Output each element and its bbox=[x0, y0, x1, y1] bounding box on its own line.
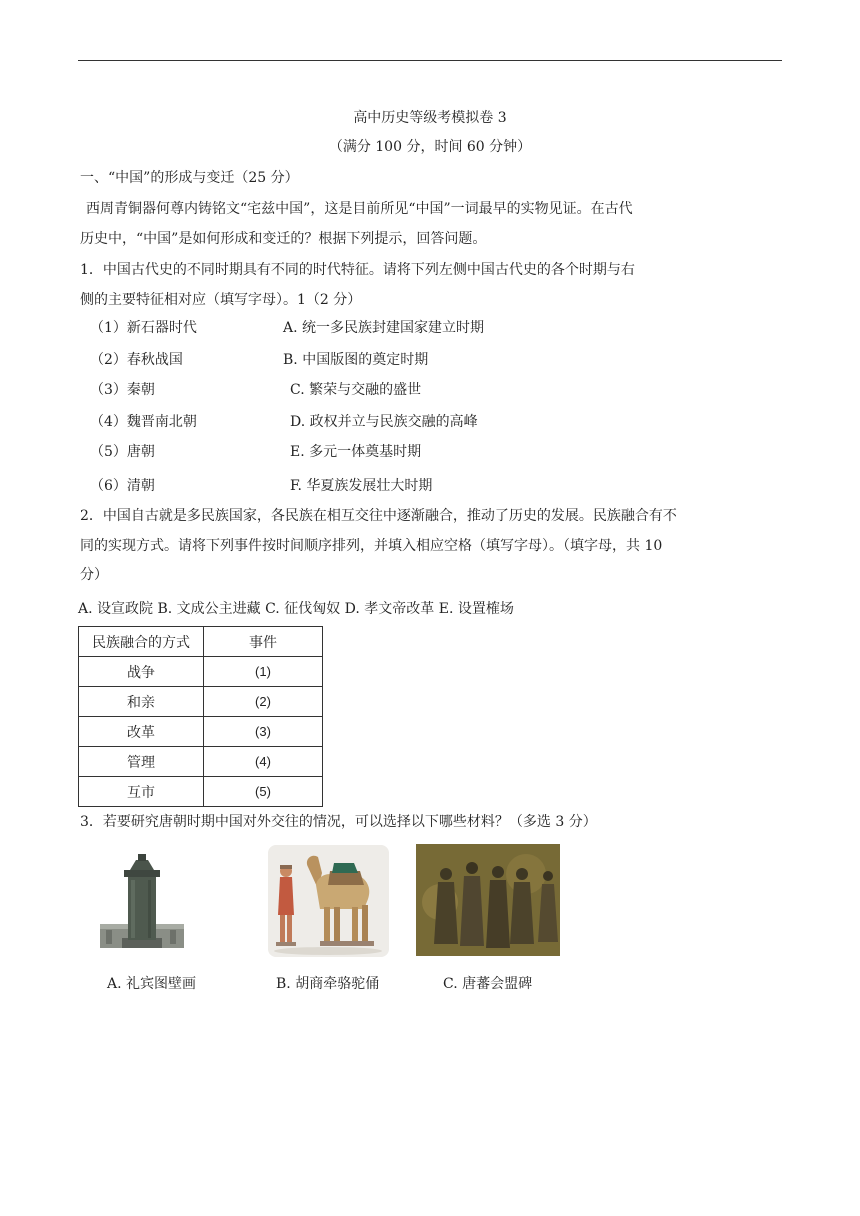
table-cell-blank[interactable]: (1) bbox=[204, 657, 323, 687]
q1-period-item: （5）唐朝 bbox=[90, 444, 155, 460]
image-caption-a: A. 礼宾图壁画 bbox=[107, 976, 197, 992]
table-cell-blank[interactable]: (2) bbox=[204, 687, 323, 717]
table-cell-blank[interactable]: (5) bbox=[204, 777, 323, 807]
q1-period-item: （3）秦朝 bbox=[90, 382, 155, 398]
mural-image bbox=[416, 844, 560, 956]
section-intro-line1: 西周青铜器何尊内铸铭文“宅兹中国”，这是目前所见“中国”一词最早的实物见证。在古代 bbox=[86, 201, 633, 217]
stele-image bbox=[96, 850, 188, 952]
table-row bbox=[79, 717, 323, 747]
q1-period-item: （6）清朝 bbox=[90, 478, 155, 494]
q1-period-item: （4）魏晋南北朝 bbox=[90, 414, 197, 430]
table-cell-method: 管理 bbox=[79, 747, 204, 777]
table-cell-method: 改革 bbox=[79, 717, 204, 747]
section-heading: 一、“中国”的形成与变迁（25 分） bbox=[80, 170, 299, 186]
q3-text: 3．若要研究唐朝时期中国对外交往的情况，可以选择以下哪些材料？（多选 3 分） bbox=[80, 814, 597, 830]
q1-feature-item: C. 繁荣与交融的盛世 bbox=[290, 382, 422, 398]
q1-period-item: （2）春秋战国 bbox=[90, 352, 183, 368]
table-cell-method: 战争 bbox=[79, 657, 204, 687]
q1-period-item: （1）新石器时代 bbox=[90, 320, 197, 336]
q2-text-line1: 2．中国自古就是多民族国家，各民族在相互交往中逐渐融合，推动了历史的发展。民族融合有不 bbox=[80, 508, 677, 524]
q1-feature-item: E. 多元一体奠基时期 bbox=[290, 444, 422, 460]
camel-figurine-image bbox=[268, 845, 389, 957]
table-cell-method: 互市 bbox=[79, 777, 204, 807]
exam-title: 高中历史等级考模拟卷 3 bbox=[353, 110, 507, 126]
header-rule bbox=[78, 60, 782, 61]
table-header-event: 事件 bbox=[204, 627, 323, 657]
q2-options: A. 设宣政院 B. 文成公主进藏 C. 征伐匈奴 D. 孝文帝改革 E. 设置榷场 bbox=[78, 601, 514, 617]
section-intro-line2: 历史中，“中国”是如何形成和变迁的？根据下列提示，回答问题。 bbox=[80, 231, 487, 247]
image-caption-b: B. 胡商牵骆驼俑 bbox=[276, 976, 380, 992]
image-caption-c: C. 唐蕃会盟碑 bbox=[443, 976, 533, 992]
table-cell-method: 和亲 bbox=[79, 687, 204, 717]
table-header-row bbox=[79, 627, 323, 657]
q1-feature-item: F. 华夏族发展壮大时期 bbox=[290, 478, 433, 494]
table-cell-blank[interactable]: (3) bbox=[204, 717, 323, 747]
table-row bbox=[79, 777, 323, 807]
exam-subtitle: （满分 100 分，时间 60 分钟） bbox=[328, 139, 532, 155]
fusion-table bbox=[78, 626, 323, 807]
q1-feature-item: B. 中国版图的奠定时期 bbox=[283, 352, 429, 368]
q2-text-line3: 分） bbox=[80, 567, 108, 583]
q1-feature-item: D. 政权并立与民族交融的高峰 bbox=[290, 414, 478, 430]
q1-text-line1: 1．中国古代史的不同时期具有不同的时代特征。请将下列左侧中国古代史的各个时期与右 bbox=[80, 262, 635, 278]
table-cell-blank[interactable]: (4) bbox=[204, 747, 323, 777]
q2-text-line2: 同的实现方式。请将下列事件按时间顺序排列，并填入相应空格（填写字母）。（填字母，共 10 bbox=[80, 538, 663, 554]
q1-text-line2: 侧的主要特征相对应（填写字母）。1（2 分） bbox=[80, 292, 362, 308]
table-row bbox=[79, 657, 323, 687]
table-header-method: 民族融合的方式 bbox=[79, 627, 204, 657]
q1-feature-item: A. 统一多民族封建国家建立时期 bbox=[283, 320, 485, 336]
table-row bbox=[79, 747, 323, 777]
table-row bbox=[79, 687, 323, 717]
